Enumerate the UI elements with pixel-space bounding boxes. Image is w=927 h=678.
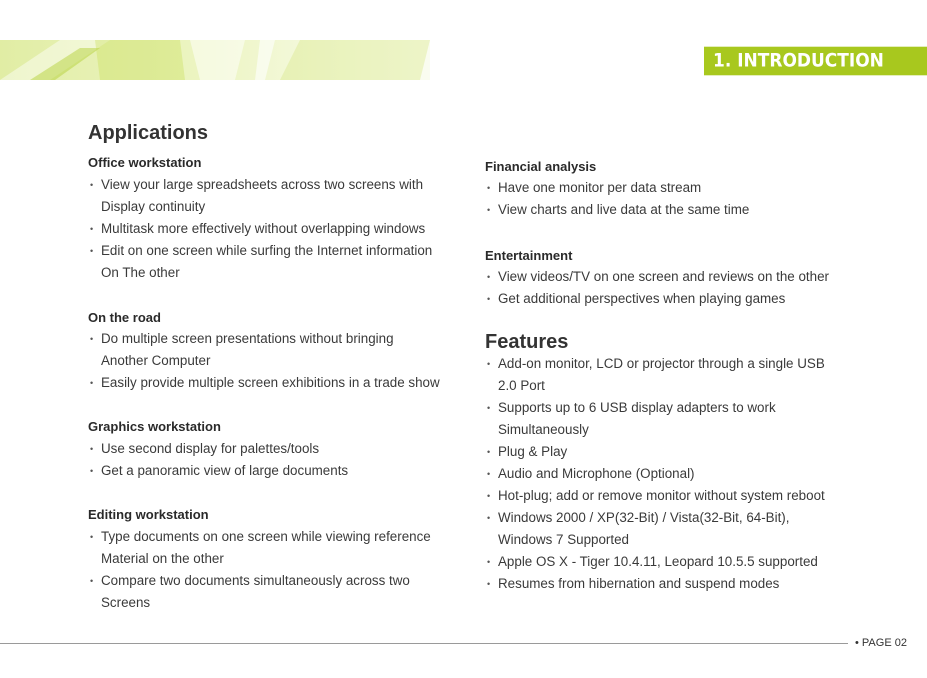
financial-analysis-list <box>485 177 905 221</box>
list-item: • Plug & Play <box>485 441 905 463</box>
list-item: • Get additional perspectives when playing games <box>485 288 905 310</box>
applications-heading: Applications <box>88 122 209 144</box>
footer-divider <box>0 643 848 644</box>
list-item: • Type documents on one screen while viewing reference Material on the other <box>88 526 468 570</box>
list-item: • Use second display for palettes/tools <box>88 438 468 460</box>
section-title: 1. INTRODUCTION <box>704 47 927 76</box>
list-item: • View charts and live data at the same time <box>485 199 905 221</box>
list-item: • Hot-plug; add or remove monitor without system reboot <box>485 485 905 507</box>
graphics-workstation-list <box>88 438 468 482</box>
list-item: • View your large spreadsheets across two screens with Display continuity <box>88 174 468 218</box>
list-item: • Multitask more effectively without overlapping windows <box>88 218 468 240</box>
list-item: • Edit on one screen while surfing the Internet information On The other <box>88 240 468 284</box>
group-title-office-workstation: Office workstation <box>88 155 202 170</box>
list-item: • Apple OS X - Tiger 10.4.11, Leopard 10.5.5 supported <box>485 551 905 573</box>
features-list <box>485 353 905 595</box>
group-title-on-the-road: On the road <box>88 310 161 325</box>
group-title-graphics-workstation: Graphics workstation <box>88 419 221 434</box>
list-item: • Get a panoramic view of large documents <box>88 460 468 482</box>
features-heading: Features <box>485 331 569 353</box>
list-item: • Supports up to 6 USB display adapters to work Simultaneously <box>485 397 905 441</box>
on-the-road-list <box>88 328 468 394</box>
list-item: • Have one monitor per data stream <box>485 177 905 199</box>
list-item: • View videos/TV on one screen and reviews on the other <box>485 266 905 288</box>
list-item: • Resumes from hibernation and suspend modes <box>485 573 905 595</box>
editing-workstation-list <box>88 526 468 614</box>
list-item: • Audio and Microphone (Optional) <box>485 463 905 485</box>
page-number: • PAGE 02 <box>855 637 907 649</box>
group-title-entertainment: Entertainment <box>485 248 573 263</box>
list-item: • Do multiple screen presentations without bringing Another Computer <box>88 328 468 372</box>
list-item: • Easily provide multiple screen exhibitions in a trade show <box>88 372 468 394</box>
group-title-financial-analysis: Financial analysis <box>485 159 597 174</box>
list-item: • Add-on monitor, LCD or projector through a single USB 2.0 Port <box>485 353 905 397</box>
office-workstation-list <box>88 174 468 284</box>
list-item: • Windows 2000 / XP(32-Bit) / Vista(32-Bit, 64-Bit), Windows 7 Supported <box>485 507 905 551</box>
group-title-editing-workstation: Editing workstation <box>88 507 209 522</box>
list-item: • Compare two documents simultaneously across two Screens <box>88 570 468 614</box>
entertainment-list <box>485 266 905 310</box>
